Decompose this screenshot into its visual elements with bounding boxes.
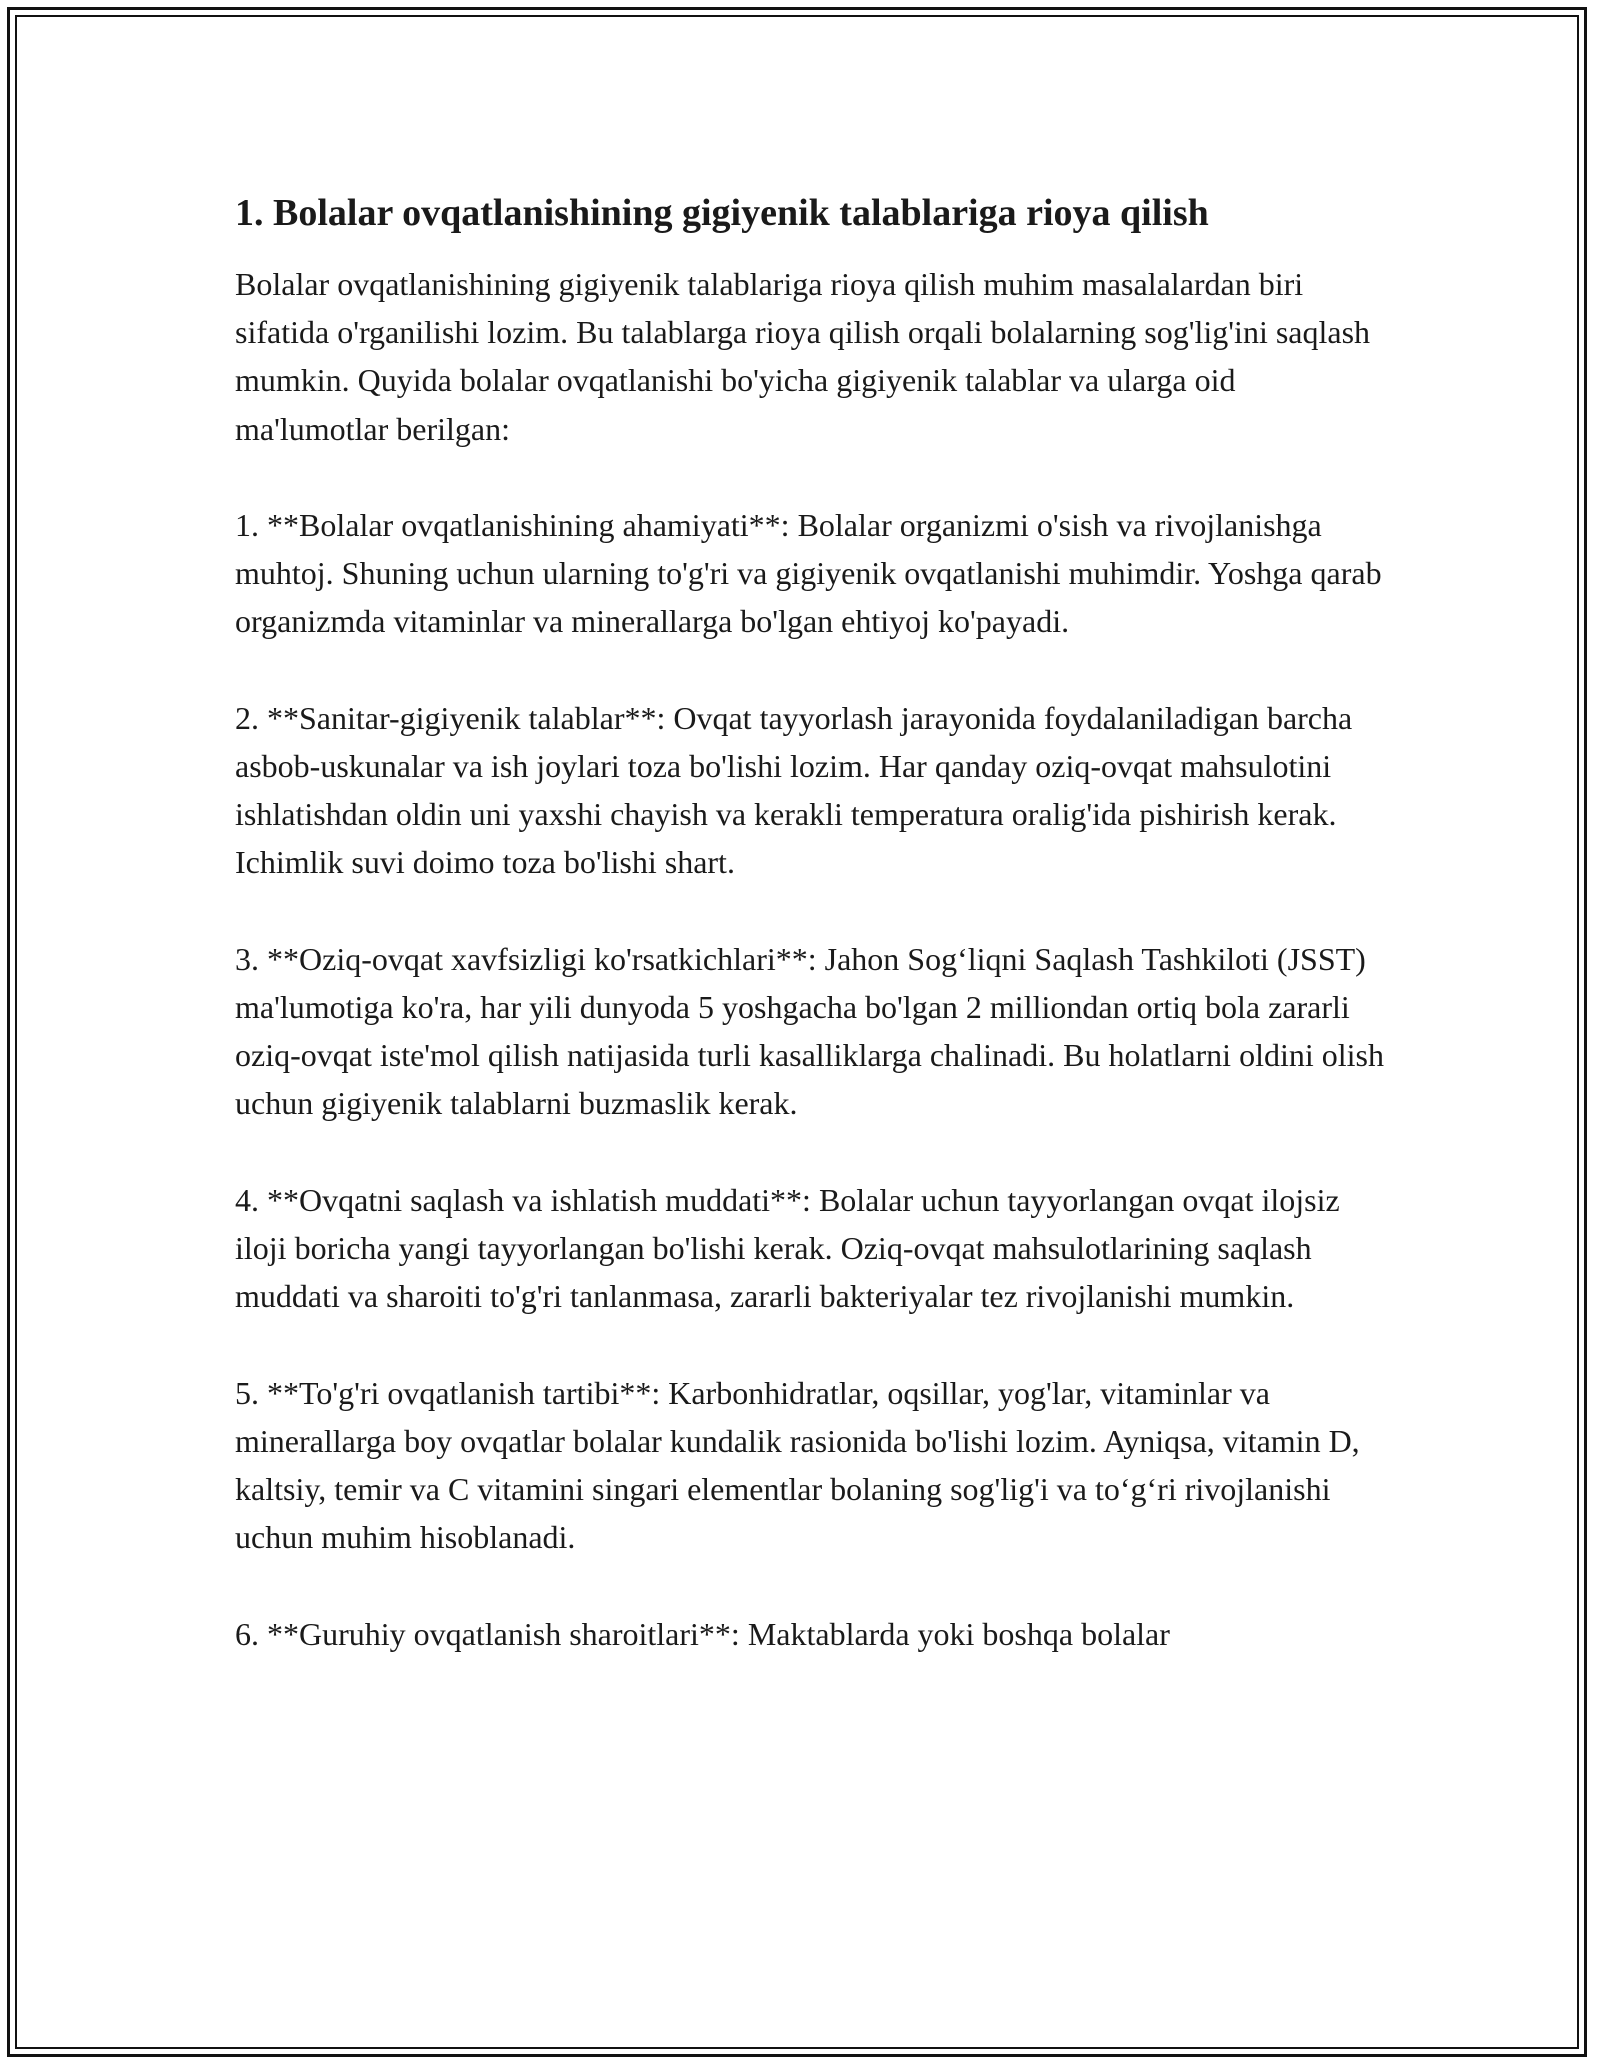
- paragraph-item-3: 3. **Oziq-ovqat xavfsizligi ko'rsatkichlari**: Jahon Sog‘liqni Saqlash Tashkiloti (JSST) ma'lumotiga ko'ra, har yili dunyoda 5 yoshgacha bo'lgan 2 milliondan ortiq bola zararli oziq-ovqat iste'mol qilish natijasida turli kasalliklarga chalinadi. Bu holatlarni oldini olish uchun gigiyenik talablarni buzmaslik kerak.: [235, 940, 1384, 1122]
- paragraph-item-5: 5. **To'g'ri ovqatlanish tartibi**: Karbonhidratlar, oqsillar, yog'lar, vitaminlar va minerallarga boy ovqatlar bolalar kundalik rasionida bo'lishi lozim. Ayniqsa, vitamin D, kaltsiy, temir va C vitamini singari elementlar bolaning sog'lig'i va to‘g‘ri rivojlanishi uchun muhim hisoblanadi.: [235, 1374, 1360, 1556]
- paragraph-item-2: 2. **Sanitar-gigiyenik talablar**: Ovqat tayyorlash jarayonida foydalaniladigan barcha asbob-uskunalar va ish joylari toza bo'lishi lozim. Har qanday oziq-ovqat mahsulotini ishlatishdan oldin uni yaxshi chayish va kerakli temperatura oralig'ida pishirish kerak. Ichimlik suvi doimo toza bo'lishi shart.: [235, 699, 1353, 881]
- document-body: [235, 180, 1385, 1706]
- paragraph-item-4: 4. **Ovqatni saqlash va ishlatish muddati**: Bolalar uchun tayyorlangan ovqat ilojsiz iloji boricha yangi tayyorlangan bo'lishi kerak. Oziq-ovqat mahsulotlarining saqlash muddati va sharoiti to'g'ri tanlanmasa, zararli bakteriyalar tez rivojlanishi mumkin.: [235, 1181, 1340, 1315]
- paragraph-item-6: 6. **Guruhiy ovqatlanish sharoitlari**: Maktablarda yoki boshqa bolalar: [235, 1615, 1170, 1652]
- paragraph-item-1: 1. **Bolalar ovqatlanishining ahamiyati**: Bolalar organizmi o'sish va rivojlanishga muhtoj. Shuning uchun ularning to'g'ri va gigiyenik ovqatlanishi muhimdir. Yoshga qarab organizmda vitaminlar va minerallarga bo'lgan ehtiyoj ko'payadi.: [235, 507, 1382, 640]
- document-title: 1. Bolalar ovqatlanishining gigiyenik talablariga rioya qilish: [235, 192, 1209, 234]
- intro-paragraph: Bolalar ovqatlanishining gigiyenik talablariga rioya qilish muhim masalalardan biri sifatida o'rganilishi lozim. Bu talablarga rioya qilish orqali bolalarning sog'lig'ini saqlash mumkin. Quyida bolalar ovqatlanishi bo'yicha gigiyenik talablar va ularga oid ma'lumotlar berilgan:: [235, 266, 1371, 447]
